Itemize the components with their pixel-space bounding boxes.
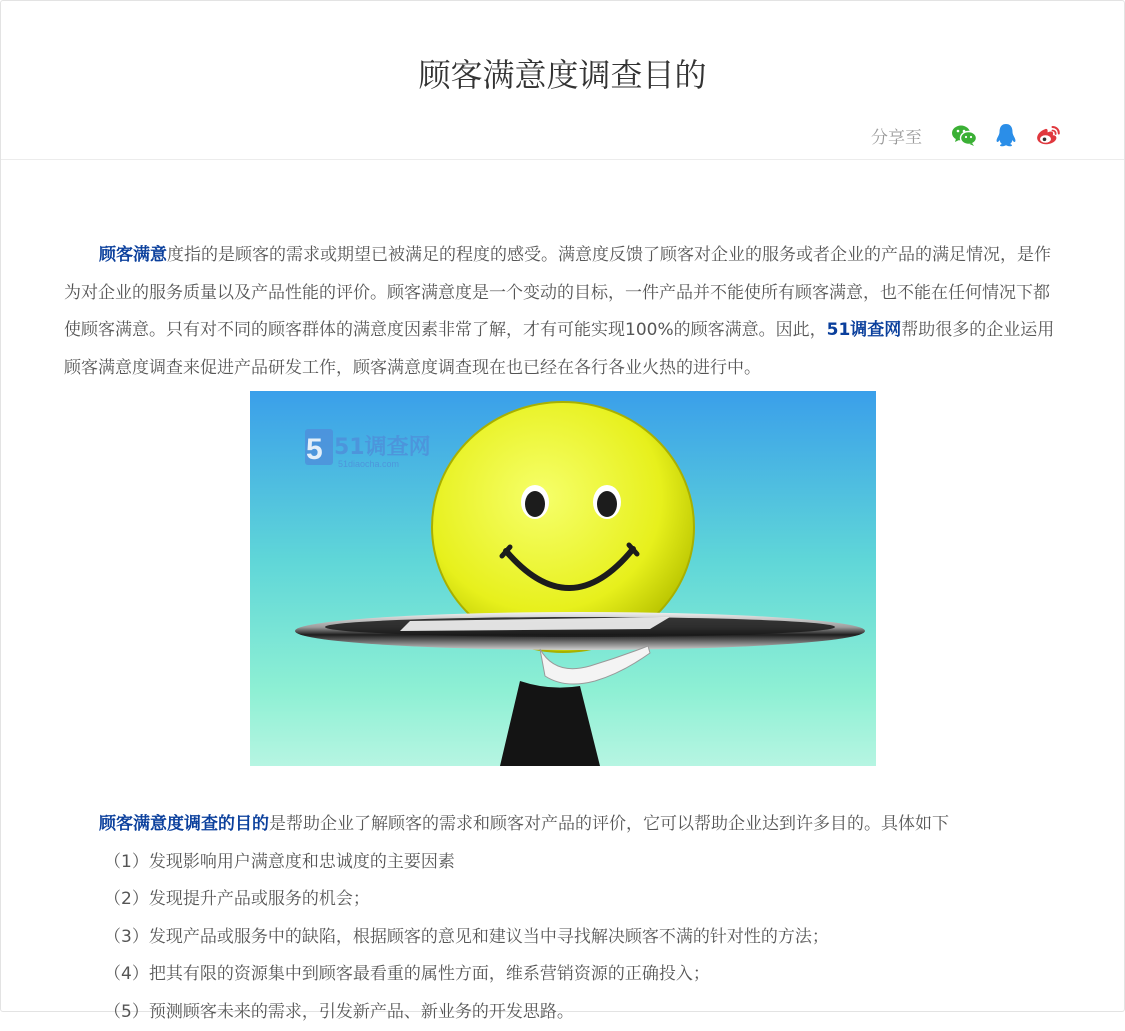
weibo-icon[interactable] [1034, 121, 1062, 149]
list-item: （1）发现影响用户满意度和忠诚度的主要因素 [64, 844, 1064, 882]
share-bar [871, 119, 1062, 151]
keyword-link-customer-satisfaction[interactable]: 顾客满意 [99, 245, 167, 265]
watermark-subtext: 51diaocha.com [338, 459, 399, 469]
purpose-text: 是帮助企业了解顾客的需求和顾客对产品的评价，它可以帮助企业达到许多目的。具体如下 [269, 814, 949, 834]
intro-paragraph [64, 237, 1064, 387]
article-header [1, 1, 1124, 160]
list-item: （4）把其有限的资源集中到顾客最看重的属性方面，维系营销资源的正确投入； [64, 956, 1064, 994]
smiley-tray-image [250, 391, 876, 766]
article-body [64, 237, 1064, 1031]
intro-text-1: 度指的是顾客的需求或期望已被满足的程度的感受。满意度反馈了顾客对企业的服务或者企业的产品的满足情况，是作为对企业的服务质量以及产品性能的评价。顾客满意度是一个变动的目标，一件产品并不能使所有顾客满意，也不能在任何情况下都使顾客满意。只有对不同的顾客群体的满意度因素非常了解，才有可能实现100%的顾客满意。因此， [64, 245, 1051, 340]
purpose-paragraph [64, 806, 1064, 844]
page-title: 顾客满意度调查目的 [1, 53, 1124, 97]
keyword-link-51diaocha[interactable]: 51调查网 [827, 320, 902, 340]
intro-text-2: 帮助很多的企业运用顾客满意度调查来促进产品研发工作，顾客满意度调查现在也已经在各行各业火热的进行中。 [64, 320, 1054, 378]
svg-text:5: 5 [306, 433, 323, 466]
share-label: 分享至 [871, 123, 922, 148]
list-item: （3）发现产品或服务中的缺陷，根据顾客的意见和建议当中寻找解决顾客不满的针对性的方法； [64, 919, 1064, 957]
keyword-link-survey-purpose[interactable]: 顾客满意度调查的目的 [99, 814, 269, 834]
list-item: （2）发现提升产品或服务的机会； [64, 881, 1064, 919]
list-item: （5）预测顾客未来的需求，引发新产品、新业务的开发思路。 [64, 994, 1064, 1031]
qq-icon[interactable] [992, 121, 1020, 149]
wechat-icon[interactable] [950, 121, 978, 149]
watermark-text: 51调查网 [334, 435, 431, 460]
